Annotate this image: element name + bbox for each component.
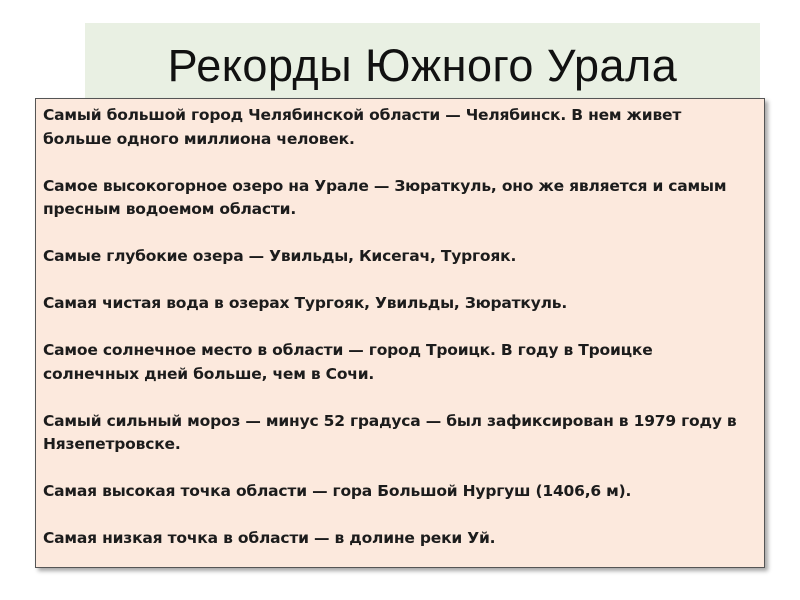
slide-title: Рекорды Южного Урала [167,40,678,91]
record-paragraph-sunniest-place: Самое солнечное место в области — город Троицк. В году в Троицке солнечных дней больше, чем в Сочи. [43,341,653,383]
record-paragraph-largest-city: Самый большой город Челябинской области — Челябинск. В нем живет больше одного миллиона человек. [43,106,682,148]
record-paragraph-cleanest-water: Самая чистая вода в озерах Тургояк, Увильды, Зюраткуль. [43,294,568,312]
record-paragraph-strongest-frost: Самый сильный мороз — минус 52 градуса — был зафиксирован в 1979 году в Нязепетровске. [43,411,737,453]
record-paragraph-highest-lake: Самое высокогорное озеро на Урале — Зюраткуль, оно же является и самым пресным водоемом области. [43,176,727,218]
content-box [35,98,765,568]
record-paragraph-highest-point: Самая высокая точка области — гора Большой Нургуш (1406,6 м). [43,482,632,500]
record-paragraph-deepest-lakes: Самые глубокие озера — Увильды, Кисегач, Тургояк. [43,247,517,265]
record-paragraph-lowest-point: Самая низкая точка в области — в долине реки Уй. [43,529,496,547]
